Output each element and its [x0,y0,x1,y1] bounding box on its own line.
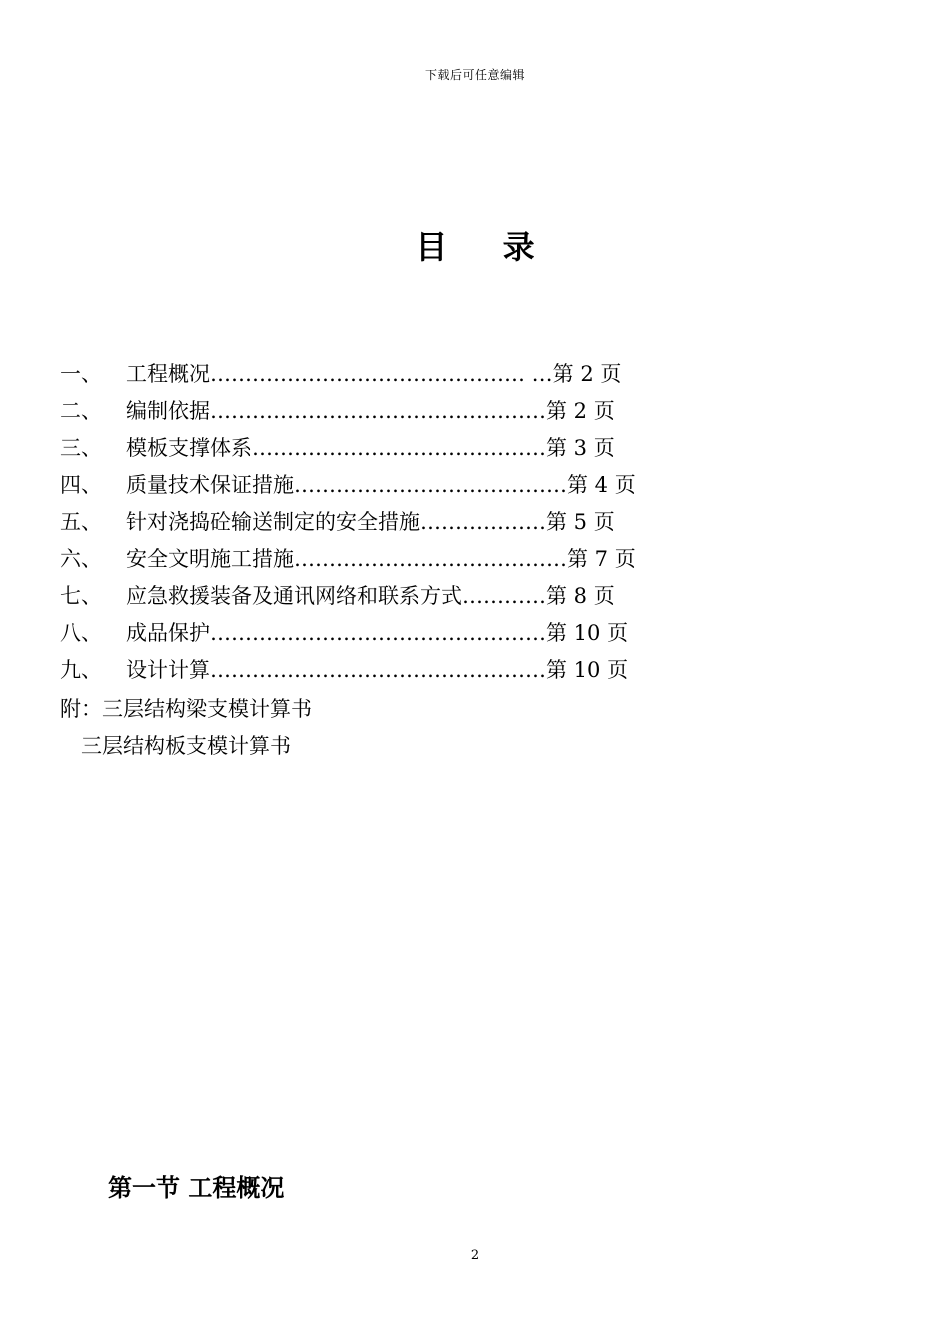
toc-entry [60,356,700,393]
toc-title: 目 录 [415,228,557,266]
toc-entry-text: 安全文明施工措施…………………………………第 7 页 [126,547,636,571]
toc-entry-number: 二、 [60,399,102,423]
page-number: 2 [470,1248,480,1263]
appendix-line: 附：三层结构梁支模计算书 [60,697,312,721]
toc-entry-number: 一、 [60,362,102,386]
section-heading: 第一节 工程概况 [108,1173,285,1202]
toc-entry-text: 质量技术保证措施…………………………………第 4 页 [126,473,636,497]
toc-entry-text: 编制依据…………………………………………第 2 页 [126,399,615,423]
toc-entry-text: 应急救援装备及通讯网络和联系方式…………第 8 页 [126,584,615,608]
toc-entry [60,541,700,578]
toc-entry-text: 设计计算…………………………………………第 10 页 [126,658,629,682]
toc-entry-number: 七、 [60,584,102,608]
toc-entry-number: 五、 [60,510,102,534]
page-header-note: 下载后可任意编辑 [424,68,525,82]
toc-entry-text: 成品保护…………………………………………第 10 页 [126,621,629,645]
toc-entry [60,467,700,504]
toc-entry-text: 针对浇捣砼输送制定的安全措施………………第 5 页 [126,510,615,534]
toc-entry-number: 四、 [60,473,102,497]
toc-entry-number: 八、 [60,621,102,645]
appendix-line: 三层结构板支模计算书 [81,734,291,758]
toc-entry-number: 六、 [60,547,102,571]
toc-entry [60,430,700,467]
toc-entry-number: 九、 [60,658,102,682]
toc-entry-text: 工程概况……………………………………… …第 2 页 [126,362,622,386]
toc-entry [60,504,700,541]
toc-entry [60,393,700,430]
toc-entry [60,578,700,615]
table-of-contents [60,356,700,689]
toc-entry [60,615,700,652]
toc-entry [60,652,700,689]
toc-entry-text: 模板支撑体系……………………………………第 3 页 [126,436,615,460]
toc-entry-number: 三、 [60,436,102,460]
